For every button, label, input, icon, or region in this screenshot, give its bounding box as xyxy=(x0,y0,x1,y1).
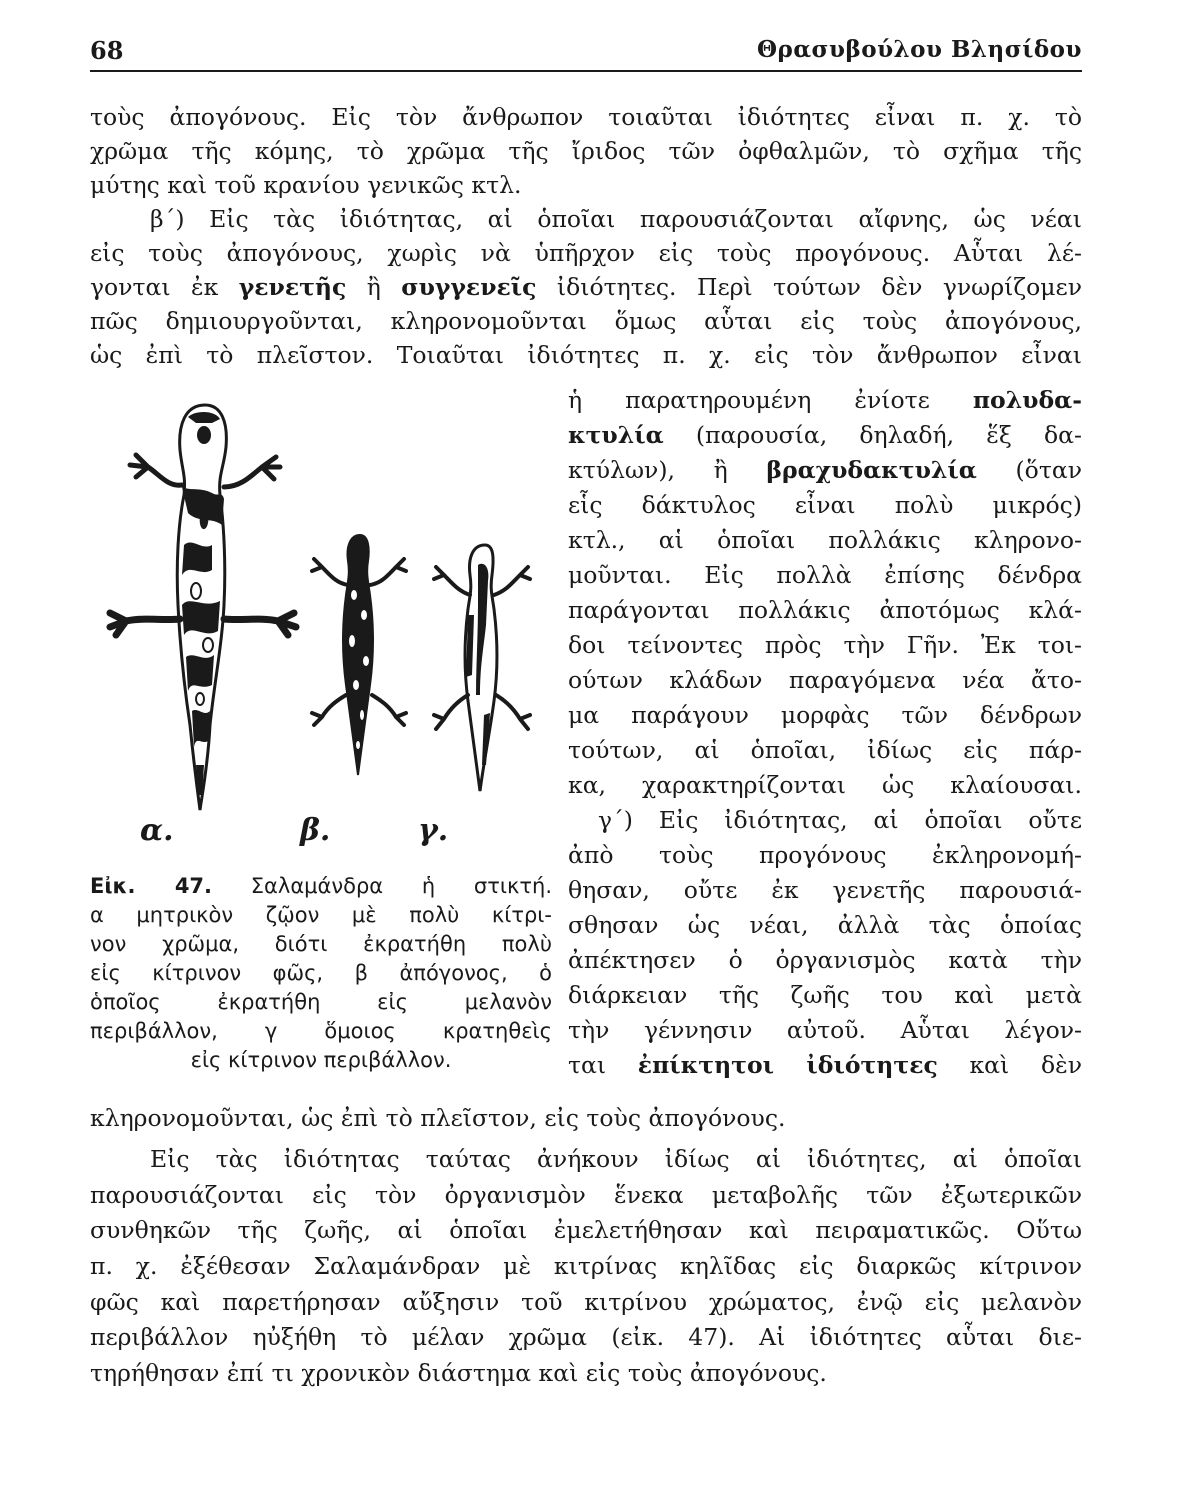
page-number: 68 xyxy=(90,36,124,65)
text-span: ται xyxy=(568,1051,638,1079)
text-line xyxy=(568,383,1082,417)
text-line: τηρήθησαν ἐπί τι χρονικὸν διάστημα καὶ εἰς τοὺς ἀπογόνους. xyxy=(90,1359,827,1387)
text-line: ούτων κλάδων παραγόμενα νέα ἄτο- xyxy=(568,666,1082,694)
figure-label-a: α. xyxy=(140,813,174,848)
running-head: Θρασυβούλου Βλησίδου xyxy=(757,36,1082,63)
text-line xyxy=(90,270,1082,304)
header-rule xyxy=(90,70,1082,72)
text-line xyxy=(568,418,1082,452)
figure-label-b: β. xyxy=(300,813,331,848)
salamander-illustration xyxy=(100,395,550,855)
text-line: τοὺς ἀπογόνους. Εἰς τὸν ἄνθρωπον τοιαῦται ἰδιότητες εἶναι π. χ. τὸ xyxy=(90,103,1082,131)
caption-head: Εἰκ. 47. xyxy=(90,874,213,898)
text-line xyxy=(568,453,1082,487)
text-line: μύτης καὶ τοῦ κρανίου γενικῶς κτλ. xyxy=(90,171,522,199)
text-line: τὴν γέννησιν αὐτοῦ. Αὗται λέγον- xyxy=(568,1016,1082,1044)
text-line: Εἰς τὰς ἰδιότητας ταύτας ἀνήκουν ἰδίως αἱ ἰδιότητες, αἱ ὁποῖαι xyxy=(150,1145,1082,1173)
caption-line: νον χρῶμα, διότι ἐκρατήθη πολὺ xyxy=(90,932,552,956)
text-line: περιβάλλον ηὐξήθη τὸ μέλαν χρῶμα (εἰκ. 47). Αἱ ἰδιότητες αὗται διε- xyxy=(90,1323,1082,1351)
text-line: τούτων, αἱ ὁποῖαι, ἰδίως εἰς πάρ- xyxy=(568,736,1082,764)
text-span: κτύλων), ἢ xyxy=(568,456,767,484)
term-genetis: γενετῆς xyxy=(238,273,347,301)
salamander-a xyxy=(110,405,296,810)
text-line: β΄) Εἰς τὰς ἰδιότητας, αἱ ὁποῖαι παρουσιάζονται αἴφνης, ὡς νέαι xyxy=(150,205,1082,233)
caption-line xyxy=(90,872,552,901)
text-span: καὶ δὲν xyxy=(937,1051,1082,1079)
text-line: διάρκειαν τῆς ζωῆς του καὶ μετὰ xyxy=(568,981,1082,1009)
text-span: ἡ παρατηρουμένη ἐνίοτε xyxy=(568,386,973,414)
text-span: (παρουσία, δηλαδή, ἕξ δα- xyxy=(663,421,1082,449)
text-line: χρῶμα τῆς κόμης, τὸ χρῶμα τῆς ἴριδος τῶν ὀφθαλμῶν, τὸ σχῆμα τῆς xyxy=(90,137,1082,165)
text-line xyxy=(568,1048,1082,1082)
caption-line: εἰς κίτρινον φῶς, β ἀπόγονος, ὁ xyxy=(90,961,552,985)
text-line: ὡς ἐπὶ τὸ πλεῖστον. Τοιαῦται ἰδιότητες π. χ. εἰς τὸν ἄνθρωπον εἶναι xyxy=(90,341,1082,369)
page-header xyxy=(90,28,1082,70)
text-line: μα παράγουν μορφὰς τῶν δένδρων xyxy=(568,701,1082,729)
term-polydaktylia-cont: κτυλία xyxy=(568,421,664,449)
text-line: εἷς δάκτυλος εἶναι πολὺ μικρός) xyxy=(568,491,1082,519)
text-line: κα, χαρακτηρίζονται ὡς κλαίουσαι. xyxy=(568,771,1082,799)
caption-line: α μητρικὸν ζῷον μὲ πολὺ κίτρι- xyxy=(90,903,552,927)
text-line: θησαν, οὔτε ἐκ γενετῆς παρουσιά- xyxy=(568,876,1082,904)
salamander-b xyxy=(312,535,406,775)
salamander-c xyxy=(434,545,530,791)
text-span: ἢ xyxy=(346,273,402,301)
figure-salamanders xyxy=(100,395,550,855)
text-line: παράγονται πολλάκις ἀποτόμως κλά- xyxy=(568,596,1082,624)
text-line: ἀπέκτησεν ὁ ὀργανισμὸς κατὰ τὴν xyxy=(568,946,1082,974)
caption-line: ὁποῖος ἐκρατήθη εἰς μελανὸν xyxy=(90,990,552,1014)
figure-caption xyxy=(90,872,552,1082)
term-polydaktylia: πολυδα- xyxy=(972,386,1082,414)
text-line: φῶς καὶ παρετήρησαν αὔξησιν τοῦ κιτρίνου χρώματος, ἐνῷ εἰς μελανὸν xyxy=(90,1288,1082,1316)
term-brachydaktylia: βραχυδακτυλία xyxy=(766,456,977,484)
text-span: ἰδιότητες. Περὶ τούτων δὲν γνωρίζομεν xyxy=(536,273,1082,301)
text-line: παρουσιάζονται εἰς τὸν ὀργανισμὸν ἕνεκα μεταβολῆς τῶν ἐξωτερικῶν xyxy=(90,1181,1082,1209)
text-span: (ὅταν xyxy=(976,456,1082,484)
text-line: κληρονομοῦνται, ὡς ἐπὶ τὸ πλεῖστον, εἰς τοὺς ἀπογόνους. xyxy=(90,1104,786,1132)
text-line: γ΄) Εἰς ἰδιότητας, αἱ ὁποῖαι οὔτε xyxy=(598,806,1082,834)
caption-line: περιβάλλον, γ ὅμοιος κρατηθεὶς xyxy=(90,1019,552,1043)
text-line: μοῦνται. Εἰς πολλὰ ἐπίσης δένδρα xyxy=(568,561,1082,589)
text-line: εἰς τοὺς ἀπογόνους, χωρὶς νὰ ὑπῆρχον εἰς τοὺς προγόνους. Αὗται λέ- xyxy=(90,239,1082,267)
text-span: γονται ἐκ xyxy=(90,273,239,301)
caption-line: εἰς κίτρινον περιβάλλον. xyxy=(190,1048,452,1072)
caption-text: Σαλαμάνδρα ἡ στικτή. xyxy=(250,874,552,898)
text-line: συνθηκῶν τῆς ζωῆς, αἱ ὁποῖαι ἐμελετήθησαν καὶ πειραματικῶς. Οὕτω xyxy=(90,1216,1082,1244)
text-line: πῶς δημιουργοῦνται, κληρονομοῦνται ὅμως αὗται εἰς τοὺς ἀπογόνους, xyxy=(90,307,1082,335)
text-line: ἀπὸ τοὺς προγόνους ἐκληρονομή- xyxy=(568,841,1082,869)
text-line: π. χ. ἐξέθεσαν Σαλαμάνδραν μὲ κιτρίνας κηλῖδας εἰς διαρκῶς κίτρινον xyxy=(90,1252,1082,1280)
term-syggeneis: συγγενεῖς xyxy=(401,273,537,301)
term-epiktitoi: ἐπίκτητοι ἰδιότητες xyxy=(637,1051,938,1079)
text-line: κτλ., αἱ ὁποῖαι πολλάκις κληρονο- xyxy=(568,526,1082,554)
figure-label-c: γ. xyxy=(418,813,449,848)
text-line: σθησαν ὡς νέαι, ἀλλὰ τὰς ὁποίας xyxy=(568,911,1082,939)
text-line: δοι τείνοντες πρὸς τὴν Γῆν. Ἐκ τοι- xyxy=(568,631,1082,659)
